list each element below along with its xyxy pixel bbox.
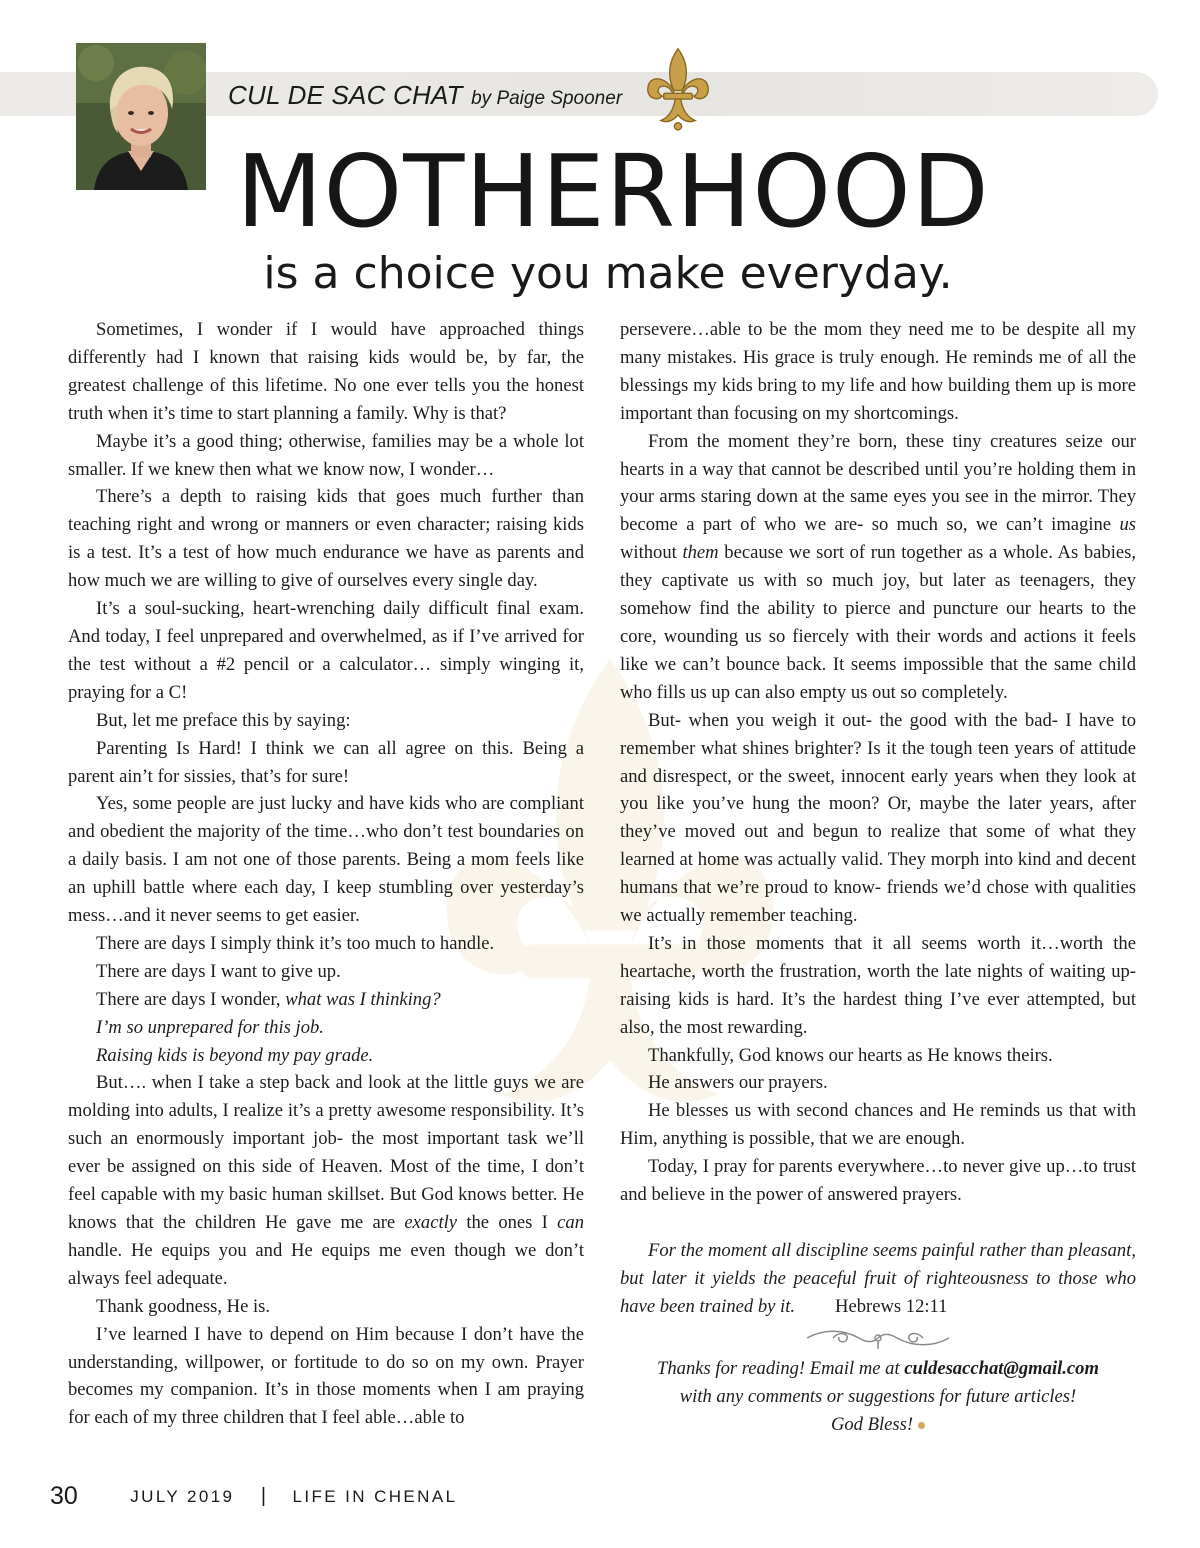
- text-run: God Bless!: [830, 1413, 914, 1435]
- paragraph: But- when you weigh it out- the good with the bad- I have to remember what shines brighter? Is it the tough teen years of attitude and disrespect, or the sweet, innocent early years when they look at you like you’ve hung the moon? Or, maybe the later years, after they’ve moved out and begun to realize that some of what they learned at home was actually valid. They morph into kind and decent humans that we’re proud to know- friends we’d chose with qualities we actually remember teaching.: [620, 709, 1136, 927]
- emphasis-text: exactly: [404, 1212, 458, 1233]
- article-column-left: [68, 316, 584, 1432]
- column-title: [228, 80, 622, 114]
- paragraph: He blesses us with second chances and He reminds us that with Him, anything is possible, that we are enough.: [620, 1100, 1136, 1150]
- text-run: Thanks for reading! Email me at: [657, 1357, 905, 1379]
- scripture-quote: [620, 1237, 1136, 1321]
- emphasis-text: what was I thinking?: [285, 988, 441, 1010]
- flourish-ornament-icon: [803, 1325, 953, 1351]
- fleur-de-lis-icon: [640, 46, 716, 132]
- text-run: handle. He equips you and He equips me even though we don’t always feel adequate.: [68, 1239, 584, 1289]
- emphasis-text: them: [682, 542, 719, 564]
- paragraph: persevere…able to be the mom they need me to be despite all my many mistakes. His grace is truly enough. He reminds me of all the blessings my kids bring to my life and how building them up is more important than focusing on my shortcomings.: [620, 319, 1136, 424]
- paragraph-italic: [68, 1042, 584, 1070]
- quote-text: For the moment all discipline seems painful rather than pleasant, but later it yields the peaceful fruit of righteousness to those who have been trained by it.: [620, 1240, 1136, 1317]
- text-run: because we sort of run together as a whole. As babies, they captivate us with so much joy, but later as teenagers, they somehow find the ability to pierce and puncture our hearts to the core, wounding us so fiercely with their words and actions it feels like we can’t bounce back. It seems impossible that the same child who fills us up can also empty us out so completely.: [620, 542, 1136, 703]
- paragraph: There are days I want to give up.: [96, 960, 341, 982]
- headline: MOTHERHOOD: [236, 133, 990, 250]
- paragraph-italic: [68, 1014, 584, 1042]
- text-run: There are days I wonder,: [96, 988, 286, 1010]
- bullet-icon: [918, 1422, 925, 1429]
- quote-source: Hebrews 12:11: [835, 1295, 948, 1317]
- emphasis-text: can: [557, 1212, 584, 1233]
- byline: by Paige Spooner: [471, 88, 623, 109]
- text-run: without: [620, 542, 683, 564]
- paragraph: It’s in those moments that it all seems worth it…worth the heartache, worth the frustration, worth the late nights of waiting up- raising kids is hard. It’s the hardest thing I’ve ever attempted, but also, the most rewarding.: [620, 932, 1136, 1038]
- author-photo: [76, 43, 206, 190]
- signoff-line: [620, 1411, 1136, 1439]
- page-number: 30: [50, 1482, 78, 1510]
- paragraph: He answers our prayers.: [648, 1072, 828, 1094]
- signoff-line: [620, 1355, 1136, 1383]
- paragraph: Today, I pray for parents everywhere…to never give up…to trust and believe in the power of answered prayers.: [620, 1156, 1136, 1206]
- paragraph: It’s a soul-sucking, heart-wrenching daily difficult final exam. And today, I feel unprepared and overwhelmed, as if I’ve arrived for the test without a #2 pencil or a calculator… simply winging it, praying for a C!: [68, 598, 584, 703]
- paragraph: There’s a depth to raising kids that goes much further than teaching right and wrong or manners or even character; raising kids is a test. It’s a test of how much endurance we have as parents and how much we are willing to give of ourselves every single day.: [68, 486, 584, 592]
- text-run: the ones I: [457, 1212, 558, 1233]
- paragraph: [620, 428, 1136, 707]
- paragraph: Maybe it’s a good thing; otherwise, families may be a whole lot smaller. If we knew then what we know now, I wonder…: [68, 430, 584, 480]
- footer-separator: |: [260, 1485, 267, 1507]
- paragraph: I’ve learned I have to depend on Him because I don’t have the understanding, willpower, or fortitude to do so on my own. Prayer becomes my companion. It’s in those moments when I am praying for each of my three children that I feel able…able to: [68, 1323, 584, 1429]
- page-footer: [50, 1482, 457, 1518]
- text-run: From the moment they’re born, these tiny creatures seize our hearts in a way that cannot be described until you’re holding them in your arms staring down at the same eyes you see in the mirror. They become a part of who we are- so much so, we can’t imagine: [620, 430, 1136, 536]
- article-column-right: [620, 316, 1136, 1438]
- signoff: [620, 1355, 1136, 1439]
- paragraph: Yes, some people are just lucky and have kids who are compliant and obedient the majority of the time…who don’t test boundaries on a daily basis. I am not one of those parents. Being a mom feels like an uphill battle where each day, I keep stumbling over yesterday’s mess…and it never seems to get easier.: [68, 793, 584, 927]
- paragraph: Thankfully, God knows our hearts as He knows theirs.: [648, 1044, 1053, 1066]
- paragraph: Thank goodness, He is.: [96, 1295, 271, 1317]
- column-name: CUL DE SAC CHAT: [228, 80, 463, 110]
- paragraph: But, let me preface this by saying:: [96, 709, 351, 731]
- email-link[interactable]: culdesacchat@gmail.com: [904, 1357, 1099, 1379]
- signoff-line: with any comments or suggestions for future articles!: [679, 1385, 1077, 1407]
- paragraph: There are days I simply think it’s too much to handle.: [96, 932, 495, 954]
- paragraph: Parenting Is Hard! I think we can all agree on this. Being a parent ain’t for sissies, that’s for sure!: [68, 737, 584, 787]
- paragraph: [68, 1069, 584, 1292]
- paragraph: [68, 986, 584, 1014]
- emphasis-text: us: [1119, 514, 1136, 536]
- publication-name: LIFE IN CHENAL: [292, 1486, 458, 1506]
- issue-date: JULY 2019: [130, 1486, 235, 1506]
- text-run: But…. when I take a step back and look at the little guys we are molding into adults, I realize it’s a pretty awesome responsibility. It’s such an enormously important job- the most important task we’ll ever be assigned on this side of Heaven. Most of the time, I don’t feel capable with my basic human skillset. But God knows better. He knows that the children He gave me are: [68, 1072, 584, 1233]
- subheadline: is a choice you make everyday.: [263, 248, 953, 299]
- emphasis-text: I’m so unprepared for this job.: [96, 1016, 324, 1038]
- emphasis-text: Raising kids is beyond my pay grade.: [96, 1044, 374, 1066]
- paragraph: Sometimes, I wonder if I would have approached things differently had I known that raising kids would be, by far, the greatest challenge of this lifetime. No one ever tells you the honest truth when it’s time to start planning a family. Why is that?: [68, 319, 584, 424]
